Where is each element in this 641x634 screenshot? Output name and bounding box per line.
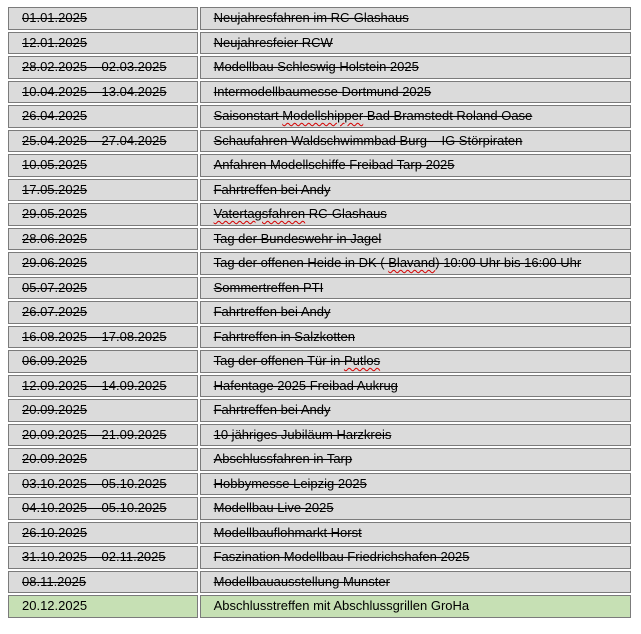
table-row: [8, 252, 631, 275]
table-row: [8, 375, 631, 398]
event-text: [214, 280, 324, 295]
date-text: 31.10.2025 – 02.11.2025: [22, 549, 166, 564]
date-text: 25.04.2025 – 27.04.2025: [22, 132, 167, 148]
event-cell: [200, 203, 631, 226]
table-row: [8, 277, 631, 300]
event-cell: [200, 105, 631, 128]
date-text: 29.06.2025: [22, 255, 88, 270]
event-cell: [200, 32, 631, 55]
event-text: [214, 35, 333, 50]
event-text-part: Hafentage 2025 Freibad Aukrug: [213, 377, 398, 393]
date-cell: [8, 448, 198, 471]
event-text-part: ) 10:00 Uhr bis 16:00 Uhr: [435, 255, 582, 270]
date-cell: [8, 81, 198, 104]
event-cell: [200, 228, 631, 251]
date-cell: [8, 522, 198, 545]
table-row: [8, 7, 631, 30]
event-text: [214, 157, 455, 172]
event-text-part: Modellbau Live 2025: [213, 500, 334, 515]
date-cell: [8, 228, 198, 251]
event-text-part: Hobbymesse Leipzig 2025: [213, 475, 367, 491]
event-text-part: Modellbauflohmarkt Horst: [213, 524, 362, 540]
event-text: [214, 329, 355, 344]
event-text-part: Anfahren Modellschiffe Freibad Tarp 2025: [213, 157, 455, 172]
misspelled-word: Putlos: [343, 353, 381, 368]
misspelled-word: Blavand: [388, 255, 436, 270]
date-text: 20.09.2025 – 21.09.2025: [22, 426, 167, 442]
event-cell: [200, 595, 631, 618]
event-cell: [200, 326, 631, 349]
date-cell: [8, 399, 198, 422]
event-cell: [200, 301, 631, 324]
date-text: 17.05.2025: [22, 181, 88, 197]
event-text: [214, 378, 398, 393]
event-text-part: Tag der offenen Heide in DK (: [213, 255, 389, 270]
date-text: 20.09.2025: [22, 451, 88, 466]
event-cell: [200, 571, 631, 594]
table-row: [8, 154, 631, 177]
table-row: [8, 571, 631, 594]
date-text: 28.02.2025 – 02.03.2025: [22, 59, 167, 74]
event-cell: [200, 154, 631, 177]
date-cell: [8, 326, 198, 349]
date-text: 05.07.2025: [22, 279, 88, 295]
event-text-part: Sommertreffen PTI: [213, 279, 324, 295]
date-cell: [8, 130, 198, 153]
event-text-part: Modellbau Schleswig Holstein 2025: [213, 59, 419, 74]
table-row: [8, 473, 631, 496]
event-text: [214, 255, 582, 270]
table-row: [8, 326, 631, 349]
date-text: 08.11.2025: [22, 573, 87, 589]
date-cell: [8, 179, 198, 202]
date-text: 29.05.2025: [22, 206, 88, 221]
date-cell: [8, 571, 198, 594]
event-cell: [200, 399, 631, 422]
table-row: [8, 228, 631, 251]
event-cell: [200, 81, 631, 104]
event-cell: [200, 375, 631, 398]
event-cell: [200, 252, 631, 275]
date-cell: [8, 301, 198, 324]
event-text-part: 10 jähriges Jubiläum Harzkreis: [213, 426, 392, 442]
date-cell: [8, 595, 198, 618]
table-row: [8, 179, 631, 202]
date-cell: [8, 375, 198, 398]
date-cell: [8, 105, 198, 128]
event-text-part: Fahrtreffen bei Andy: [213, 181, 331, 197]
date-text: 26.10.2025: [22, 524, 88, 540]
table-row: [8, 497, 631, 520]
date-cell: [8, 252, 198, 275]
event-text: [214, 476, 367, 491]
date-text: 20.09.2025: [22, 402, 88, 417]
event-text-part: Tag der offenen Tür in: [213, 353, 344, 368]
event-text-part: Schaufahren Waldschwimmbad Burg – IG Störpiraten: [213, 132, 523, 148]
event-text-part: Fahrtreffen in Salzkotten: [213, 328, 356, 344]
table-row: [8, 105, 631, 128]
date-text: 28.06.2025: [22, 230, 88, 246]
date-cell: [8, 154, 198, 177]
event-text: [214, 353, 380, 368]
date-text: 12.01.2025: [22, 34, 88, 50]
date-text: 26.07.2025: [22, 304, 88, 319]
event-cell: [200, 448, 631, 471]
table-row: [8, 56, 631, 79]
table-row: [8, 81, 631, 104]
event-text-part: Faszination Modellbau Friedrichshafen 2025: [213, 549, 470, 564]
event-text: [214, 206, 387, 221]
event-text: [214, 182, 331, 197]
date-text: 20.12.2025: [22, 598, 88, 613]
date-text: 16.08.2025 – 17.08.2025: [22, 328, 167, 344]
misspelled-word: Vatertagsfahren: [213, 206, 306, 221]
date-text: 06.09.2025: [22, 353, 88, 368]
event-cell: [200, 497, 631, 520]
event-cell: [200, 130, 631, 153]
event-cell: [200, 546, 631, 569]
table-row: [8, 595, 631, 618]
events-table: [6, 5, 633, 620]
event-text-part: Neujahresfahren im RC-Glashaus: [213, 10, 409, 25]
date-cell: [8, 56, 198, 79]
event-text: [214, 525, 362, 540]
event-text: [214, 402, 331, 417]
table-row: [8, 203, 631, 226]
event-cell: [200, 522, 631, 545]
table-row: [8, 546, 631, 569]
date-cell: [8, 350, 198, 373]
date-cell: [8, 277, 198, 300]
event-cell: [200, 7, 631, 30]
event-text: [214, 108, 533, 123]
event-cell: [200, 424, 631, 447]
date-cell: [8, 473, 198, 496]
date-text: 26.04.2025: [22, 108, 88, 123]
events-table-body: [8, 7, 631, 618]
date-text: 04.10.2025 – 05.10.2025: [22, 500, 167, 515]
table-row: [8, 301, 631, 324]
date-cell: [8, 7, 198, 30]
event-text: [214, 10, 409, 25]
event-text: [214, 451, 353, 466]
date-cell: [8, 546, 198, 569]
event-text: [214, 84, 432, 99]
event-text: [214, 500, 334, 515]
misspelled-word: Modellshipper: [282, 108, 364, 123]
event-cell: [200, 350, 631, 373]
event-text-part: RC-Glashaus: [305, 206, 387, 221]
event-text: [214, 133, 523, 148]
table-row: [8, 32, 631, 55]
table-row: [8, 130, 631, 153]
date-text: 10.05.2025: [22, 157, 88, 172]
event-text-part: Abschlusstreffen mit Abschlussgrillen GroHa: [213, 598, 470, 613]
event-text: [214, 231, 382, 246]
date-text: 03.10.2025 – 05.10.2025: [22, 475, 167, 491]
table-row: [8, 399, 631, 422]
date-cell: [8, 497, 198, 520]
event-text-part: Fahrtreffen bei Andy: [213, 304, 331, 319]
event-cell: [200, 277, 631, 300]
event-text: [214, 427, 392, 442]
event-text-part: Abschlussfahren in Tarp: [213, 451, 353, 466]
event-cell: [200, 179, 631, 202]
date-text: 01.01.2025: [22, 10, 88, 25]
event-cell: [200, 473, 631, 496]
event-text: [214, 549, 470, 564]
event-text-part: Tag der Bundeswehr in Jagel: [213, 230, 382, 246]
event-text-part: Modellbauausstellung Munster: [213, 573, 390, 589]
table-row: [8, 448, 631, 471]
table-row: [8, 350, 631, 373]
event-text-part: Fahrtreffen bei Andy: [213, 402, 331, 417]
table-row: [8, 522, 631, 545]
date-cell: [8, 203, 198, 226]
date-text: 12.09.2025 – 14.09.2025: [22, 377, 167, 393]
table-row: [8, 424, 631, 447]
date-cell: [8, 424, 198, 447]
event-text-part: Neujahresfeier RCW: [213, 34, 333, 50]
event-text: [214, 574, 390, 589]
event-cell: [200, 56, 631, 79]
event-text-part: Intermodellbaumesse Dortmund 2025: [213, 83, 432, 99]
date-text: 10.04.2025 – 13.04.2025: [22, 83, 167, 99]
event-text: [214, 598, 470, 613]
event-text-part: Bad Bramstedt Roland Oase: [363, 108, 533, 123]
date-cell: [8, 32, 198, 55]
event-text: [214, 304, 331, 319]
event-text: [214, 59, 419, 74]
event-text-part: Saisonstart: [213, 108, 283, 123]
